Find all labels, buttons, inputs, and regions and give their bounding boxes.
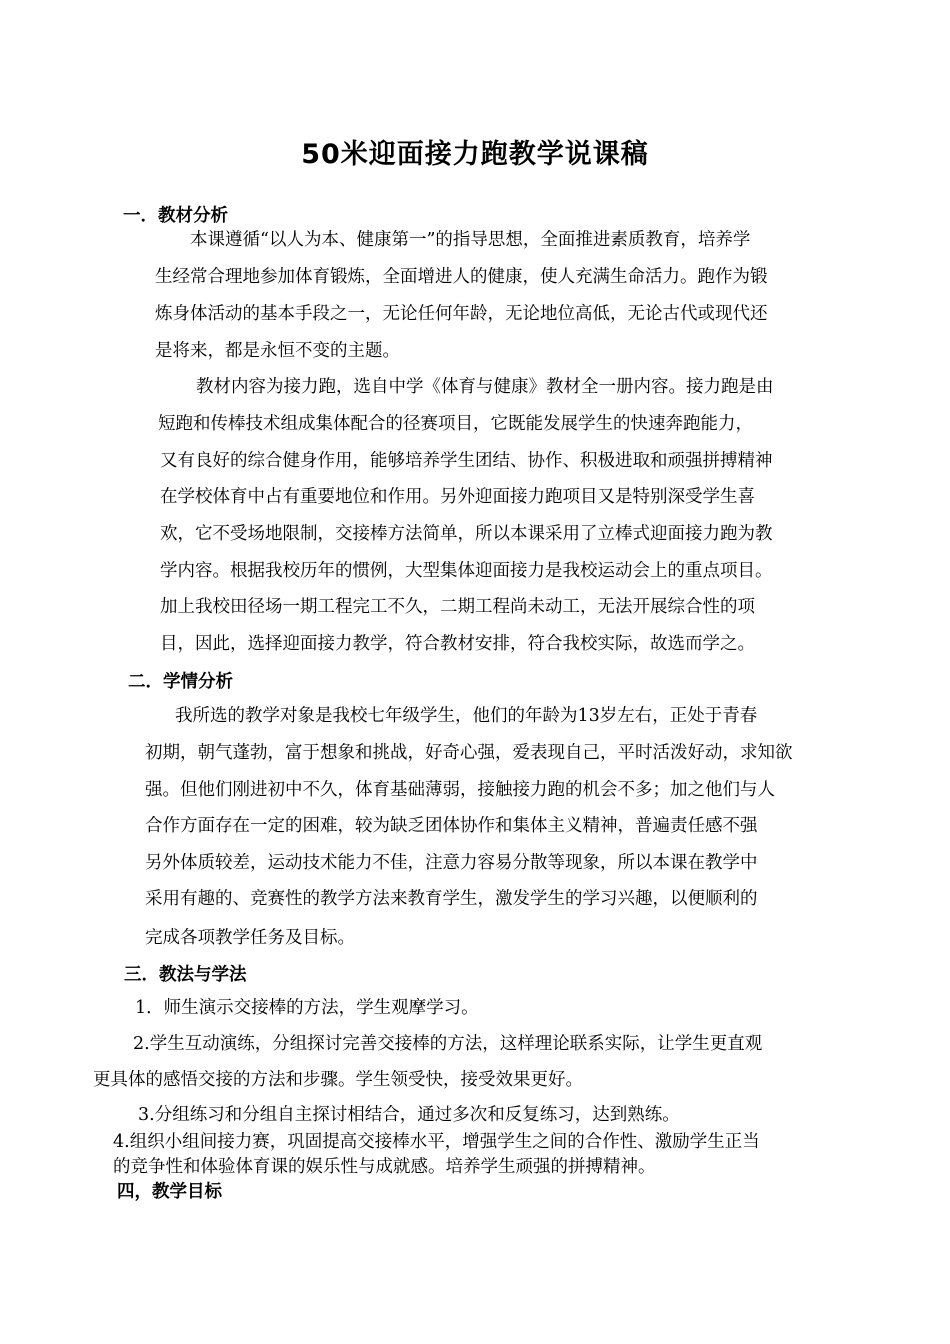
paragraph-line: 合作方面存在一定的困难，较为缺乏团体协作和集体主义精神，普遍责任感不强 bbox=[145, 816, 758, 836]
paragraph-line: 欢，它不受场地限制，交接棒方法简单，所以本课采用了立棒式迎面接力跑为教 bbox=[160, 524, 773, 544]
paragraph-line: 炼身体活动的基本手段之一，无论任何年龄，无论地位高低，无论古代或现代还 bbox=[155, 304, 768, 324]
paragraph-line: 强。但他们刚进初中不久，体育基础薄弱，接触接力跑的机会不多；加之他们与人 bbox=[145, 780, 775, 800]
paragraph-line: 1．师生演示交接棒的方法，学生观摩学习。 bbox=[135, 998, 479, 1018]
paragraph-line: 生经常合理地参加体育锻炼，全面增进人的健康，使人充满生命活力。跑作为锻 bbox=[155, 267, 768, 287]
section-heading-materials: 一．教材分析 bbox=[123, 206, 228, 226]
paragraph-line: 短跑和传棒技术组成集体配合的径赛项目，它既能发展学生的快速奔跑能力， bbox=[158, 414, 753, 434]
paragraph-line: 是将来，都是永恒不变的主题。 bbox=[155, 341, 400, 361]
paragraph-line: 另外体质较差，运动技术能力不佳，注意力容易分散等现象，所以本课在教学中 bbox=[145, 853, 758, 873]
paragraph-line: 又有良好的综合健身作用，能够培养学生团结、协作、积极进取和顽强拼搏精神 bbox=[160, 451, 773, 471]
paragraph-line: 教材内容为接力跑，选自中学《体育与健康》教材全一册内容。接力跑是由 bbox=[196, 377, 774, 397]
section-heading-students: 二．学情分析 bbox=[128, 672, 233, 692]
document-title: 50米迎面接力跑教学说课稿 bbox=[301, 139, 649, 170]
paragraph-line: 的竞争性和体验体育课的娱乐性与成就感。培养学生顽强的拼搏精神。 bbox=[113, 1157, 656, 1177]
paragraph-line: 4.组织小组间接力赛，巩固提高交接棒水平，增强学生之间的合作性、激励学生正当 bbox=[113, 1132, 760, 1152]
paragraph-line: 学内容。根据我校历年的惯例，大型集体迎面接力是我校运动会上的重点项目。 bbox=[160, 561, 773, 581]
section-heading-methods: 三．教法与学法 bbox=[124, 965, 247, 985]
paragraph-line: 完成各项教学任务及目标。 bbox=[145, 928, 355, 948]
paragraph-line: 2.学生互动演练，分组探讨完善交接棒的方法，这样理论联系实际，让学生更直观 bbox=[133, 1034, 763, 1054]
paragraph-line: 目，因此，选择迎面接力教学，符合教材安排，符合我校实际，故选而学之。 bbox=[160, 634, 755, 654]
section-heading-objectives: 四，教学目标 bbox=[117, 1182, 222, 1202]
paragraph-line: 加上我校田径场一期工程完工不久，二期工程尚未动工，无法开展综合性的项 bbox=[160, 597, 755, 617]
paragraph-line: 在学校体育中占有重要地位和作用。另外迎面接力跑项目又是特别深受学生喜 bbox=[160, 487, 755, 507]
paragraph-line: 初期，朝气蓬勃，富于想象和挑战，好奇心强，爱表现自己，平时活泼好动，求知欲 bbox=[145, 743, 793, 763]
paragraph-line: 3.分组练习和分组自主探讨相结合，通过多次和反复练习，达到熟练。 bbox=[138, 1105, 680, 1125]
paragraph-line: 我所选的教学对象是我校七年级学生，他们的年龄为13岁左右，正处于青春 bbox=[175, 706, 758, 726]
paragraph-line: 更具体的感悟交接的方法和步骤。学生领受快，接受效果更好。 bbox=[93, 1070, 583, 1090]
paragraph-line: 本课遵循“以人为本、健康第一”的指导思想，全面推进素质教育，培养学 bbox=[190, 230, 751, 250]
paragraph-line: 采用有趣的、竞赛性的教学方法来教育学生，激发学生的学习兴趣，以便顺利的 bbox=[145, 889, 758, 909]
